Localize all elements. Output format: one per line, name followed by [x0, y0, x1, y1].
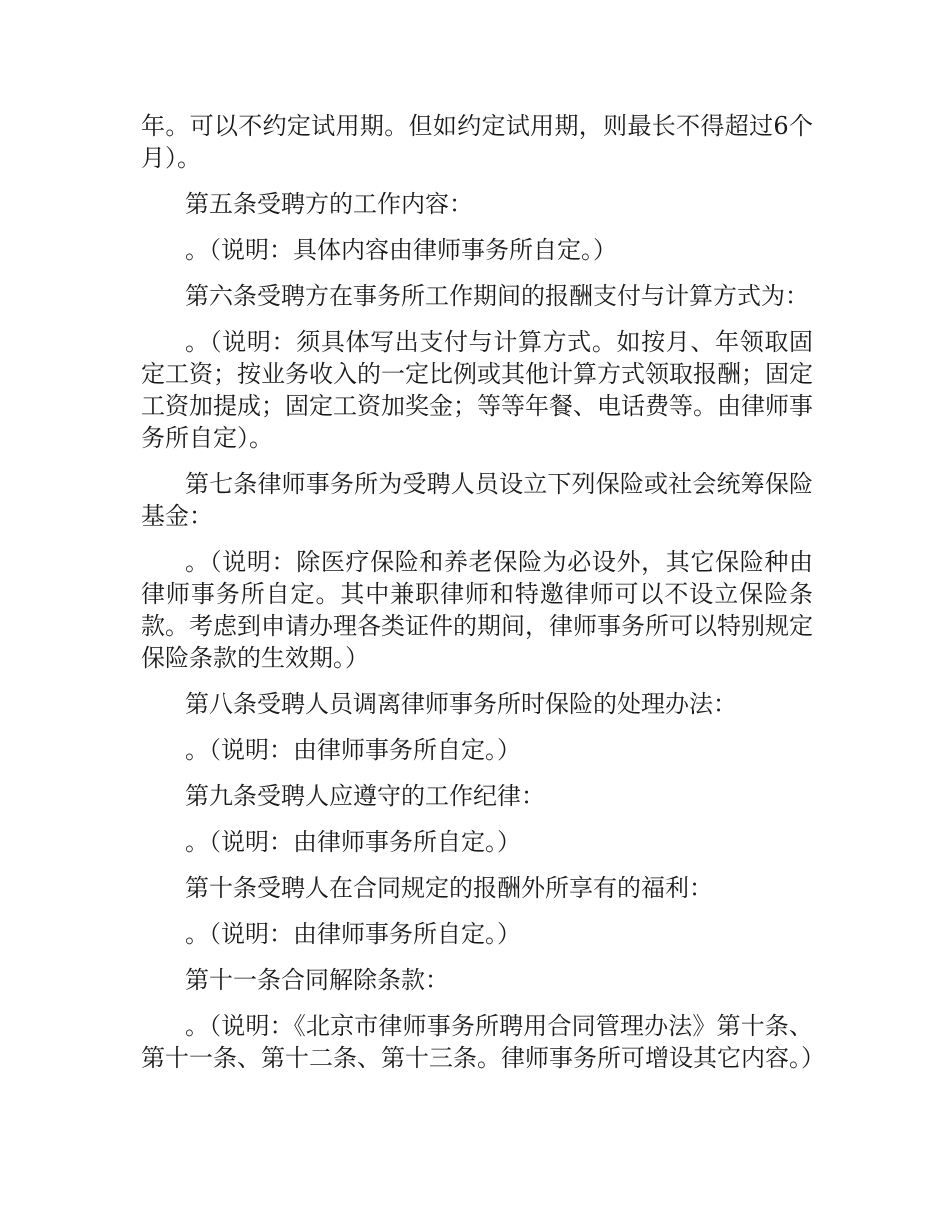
article-10-note: 。（说明：由律师事务所自定。）: [185, 920, 521, 948]
article-8-note: 。（说明：由律师事务所自定。）: [185, 736, 521, 764]
article-9-note: 。（说明：由律师事务所自定。）: [185, 828, 521, 856]
article-6-note: 。（说明：须具体写出支付与计算方式。如按月、年领取固定工资；按业务收入的一定比例或其他计算方式领取报酬；固定工资加提成；固定工资加奖金；等等年餐、电话费等。由律师事务所自定）。: [141, 328, 813, 452]
article-10-heading: 第十条受聘人在合同规定的报酬外所享有的福利：: [185, 874, 713, 902]
article-9-heading: 第九条受聘人应遵守的工作纪律：: [185, 782, 545, 810]
document-body: [141, 110, 825, 1088]
article-7-note: 。（说明：除医疗保险和养老保险为必设外，其它保险种由律师事务所自定。其中兼职律师和特邀律师可以不设立保险条款。考虑到申请办理各类证件的期间，律师事务所可以特别规定保险条款的生效期。）: [141, 548, 813, 672]
article-6-heading: 第六条受聘方在事务所工作期间的报酬支付与计算方式为：: [185, 282, 809, 310]
article-11-note: 。（说明：《北京市律师事务所聘用合同管理办法》第十条、第十一条、第十二条、第十三条。律师事务所可增设其它内容。）: [141, 1012, 825, 1072]
article-7-heading: 第七条律师事务所为受聘人员设立下列保险或社会统筹保险基金：: [141, 470, 813, 530]
article-11-heading: 第十一条合同解除条款：: [185, 966, 449, 994]
article-5-heading: 第五条受聘方的工作内容：: [185, 190, 473, 218]
paragraph-continuation: 年。可以不约定试用期。但如约定试用期，则最长不得超过6个月）。: [141, 112, 813, 172]
article-5-note: 。（说明：具体内容由律师事务所自定。）: [185, 236, 617, 264]
article-8-heading: 第八条受聘人员调离律师事务所时保险的处理办法：: [185, 690, 737, 718]
